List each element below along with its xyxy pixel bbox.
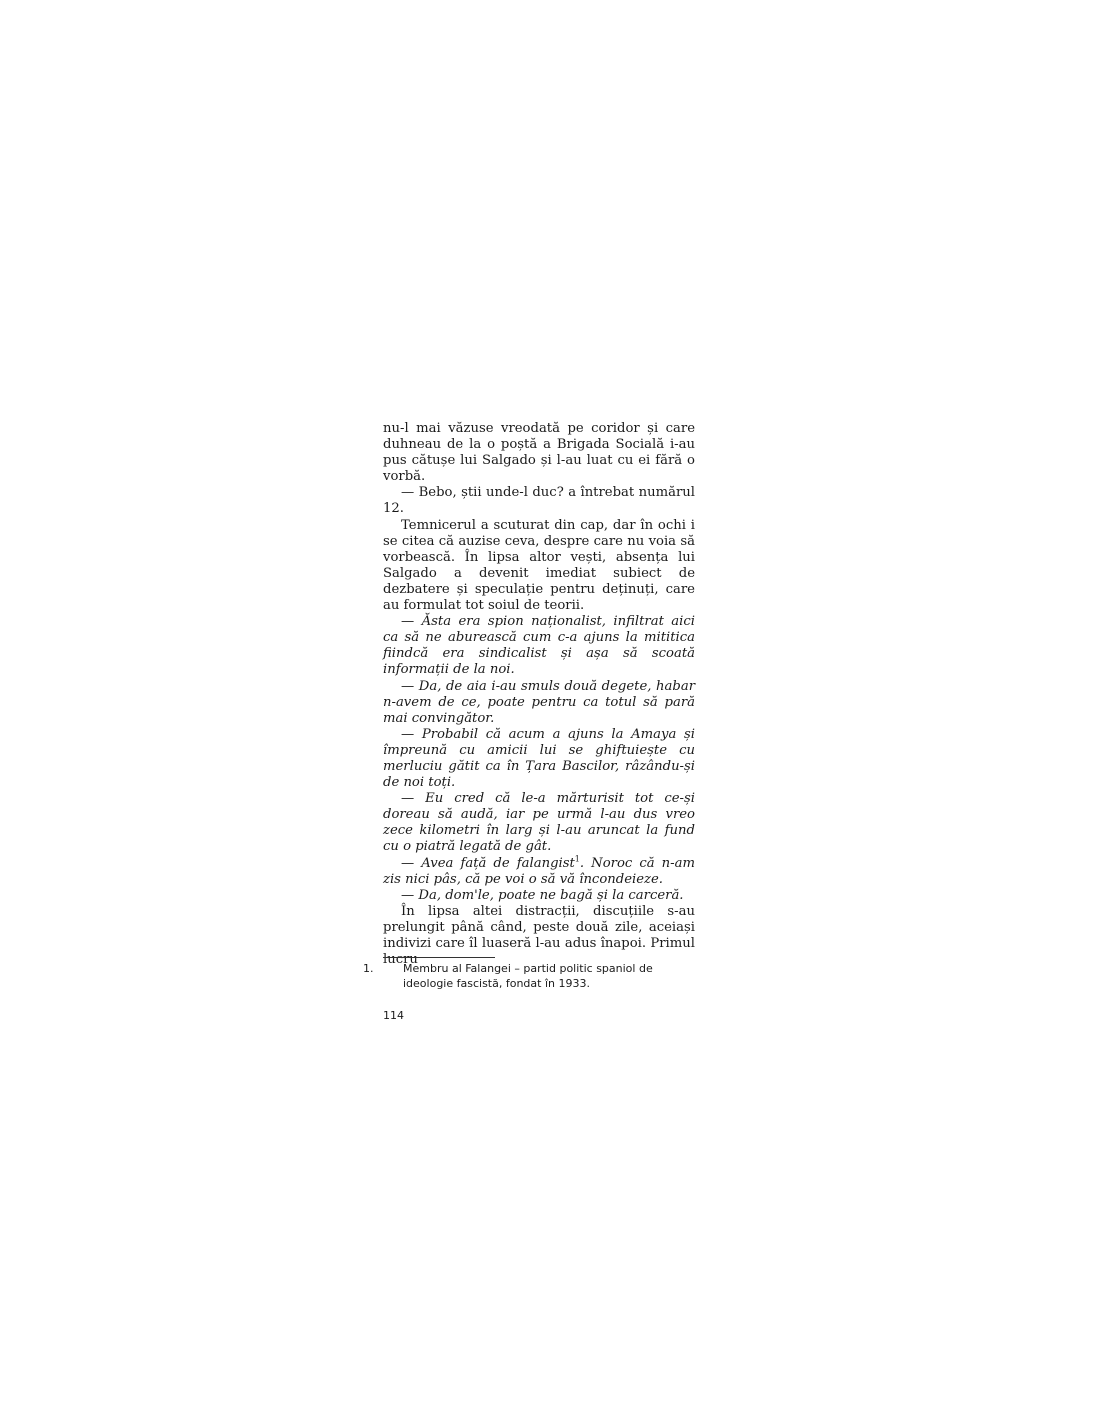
- dialog-text: — Avea față de falangist: [401, 855, 575, 871]
- footnote: [363, 961, 695, 991]
- paragraph: — Bebo, știi unde-l duc? a întrebat numărul 12.: [383, 485, 695, 517]
- paragraph: Temnicerul a scuturat din cap, dar în ochi i se citea că auzise ceva, despre care nu voia să vorbească. În lipsa altor vești, absența lui Salgado a devenit imediat subiect de dezbatere și speculație pentru deținuți, care au formulat tot soiul de teorii.: [383, 517, 695, 614]
- footnote-marker: 1: [574, 854, 580, 864]
- main-text-block: [383, 421, 695, 968]
- paragraph: În lipsa altei distracții, discuțiile s-au prelungit până când, peste două zile, aceiași indivizi care îl luaseră l-au adus înapoi. Primul lucru: [383, 903, 695, 968]
- dialog-line: — Probabil că acum a ajuns la Amaya și împreună cu amicii lui se ghiftuiește cu merluciu gătit ca în Țara Bascilor, râzându-și de noi toți.: [383, 726, 695, 791]
- footnote-number: 1.: [363, 962, 374, 975]
- dialog-text: . Noroc că n-am zis nici pâs, că pe voi o să vă încondeieze.: [383, 855, 695, 887]
- dialog-line: — Da, dom'le, poate ne bagă și la carceră.: [401, 887, 684, 903]
- footnote-divider: [383, 957, 495, 958]
- dialog-line: — Da, de aia i-au smuls două degete, habar n-avem de ce, poate pentru ca totul să pară mai convingător.: [383, 678, 695, 726]
- dialog-line: — Eu cred că le-a mărturisit tot ce-și doreau să audă, iar pe urmă l-au dus vreo zece kilometri în larg și l-au aruncat la fund cu o piatră legată de gât.: [383, 791, 695, 855]
- page-number: 114: [383, 1009, 404, 1022]
- paragraph: nu-l mai văzuse vreodată pe coridor și care duhneau de la o poștă a Brigada Socială i-au pus cătușe lui Salgado și l-au luat cu ei fără o vorbă.: [383, 421, 695, 485]
- dialog-line: — Ăsta era spion naționalist, infiltrat aici ca să ne aburească cum c-a ajuns la mititica fiindcă era sindicalist și așa să scoată informații de la noi.: [383, 614, 695, 678]
- footnote-text: Membru al Falangei – partid politic spaniol de ideologie fascistă, fondat în 1933.: [403, 962, 653, 990]
- dialog-line: [383, 856, 695, 888]
